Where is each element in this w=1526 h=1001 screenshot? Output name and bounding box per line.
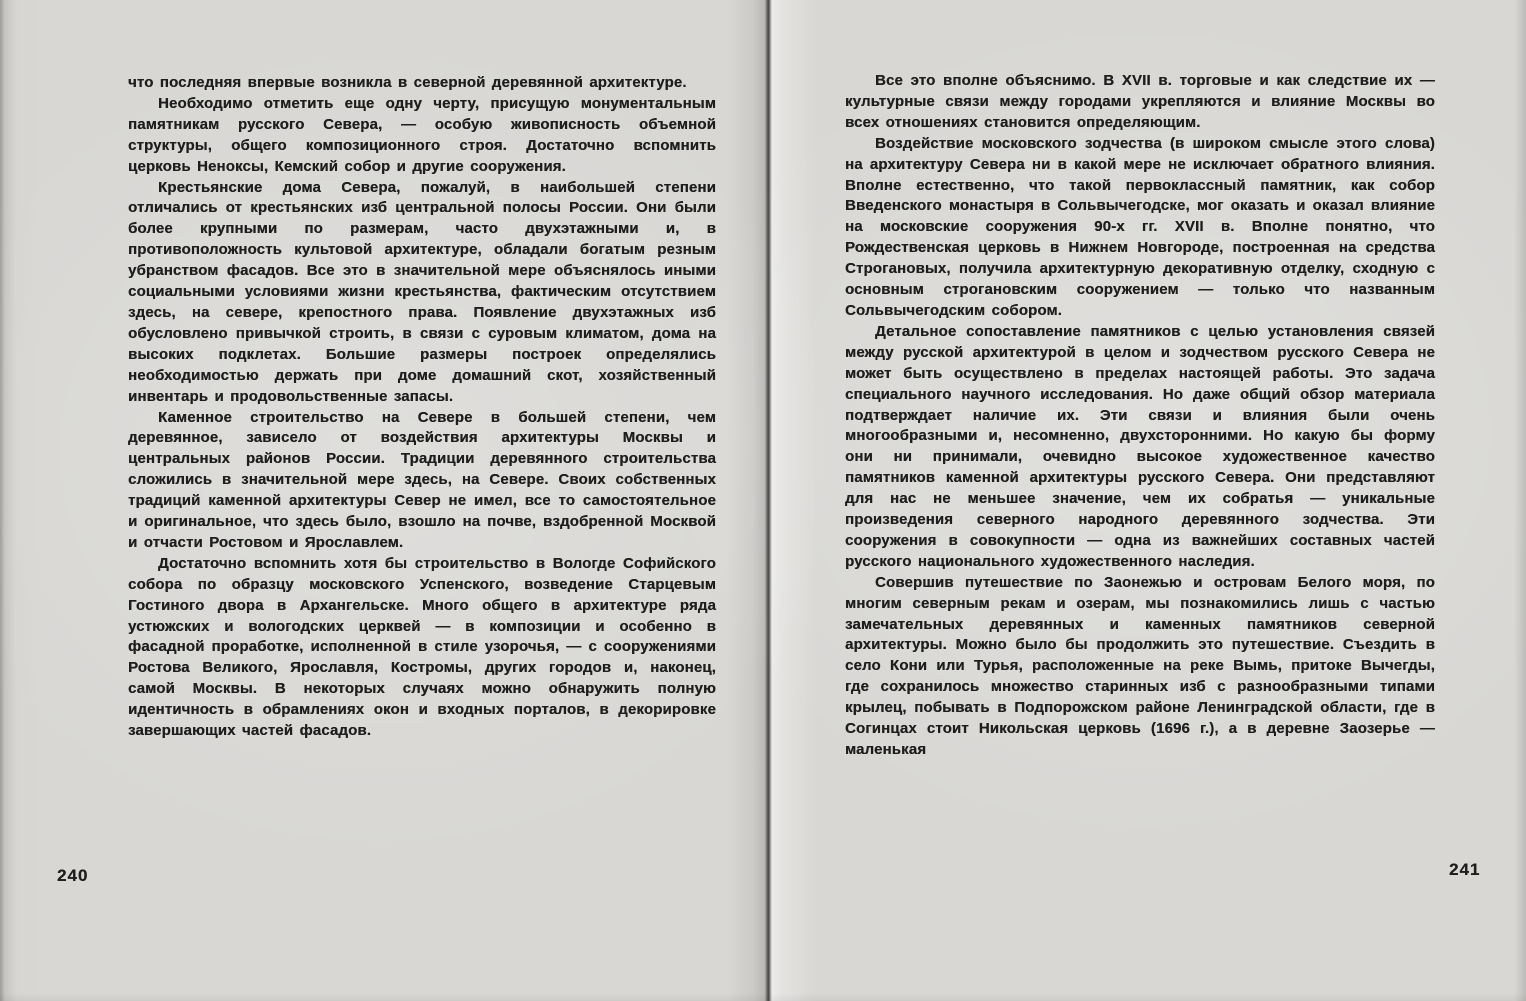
- right-page: [845, 71, 1435, 761]
- paragraph: Крестьянские дома Севера, пожалуй, в наибольшей степени отличались от крестьянских изб центральной полосы России. Они были более крупными по размерам, часто двухэтажными и, в противоположность культовой архитектуре, обладали богатым резным убранством фасадов. Все это в значительной мере объяснялось иными социальными условиями жизни крестьянства, фактическим отсутствием здесь, на севере, крепостного права. Появление двухэтажных изб обусловлено привычкой строить, в связи с суровым климатом, дома на высоких подклетах. Большие размеры построек определялись необходимостью держать при доме домашний скот, хозяйственный инвентарь и продовольственные запасы.: [128, 178, 716, 405]
- paragraph: Совершив путешествие по Заонежью и островам Белого моря, по многим северным рекам и озерам, мы познакомились лишь с частью замечательных деревянных и каменных памятников северной архитектуры. Можно было бы продолжить это путешествие. Съездить в село Кони или Турья, расположенные на реке Вымь, притоке Вычегды, где сохранилось множество старинных изб с разнообразными типами крылец, побывать в Подпорожском районе Ленинградской области, где в Согинцах стоит Никольская церковь (1696 г.), а в деревне Заозерье — маленькая: [845, 573, 1435, 758]
- left-page: [128, 73, 716, 742]
- paragraph: Воздействие московского зодчества (в широком смысле этого слова) на архитектуру Севера ни в какой мере не исключает обратного влияния. Вполне естественно, что такой первоклассный памятник, как собор Введенского монастыря в Сольвычегодске, мог оказать и оказал влияние на московские сооружения 90-х гг. XVII в. Вполне понятно, что Рождественская церковь в Нижнем Новгороде, построенная на средства Строгановых, получила архитектурную декоративную отделку, сходную с основным строгановским сооружением — только что названным Сольвычегодским собором.: [845, 134, 1435, 319]
- book-gutter-fold: [726, 0, 816, 1001]
- paragraph: Все это вполне объяснимо. В XVII в. торговые и как следствие их — культурные связи между городами укрепляются и влияние Москвы во всех отношениях становится определяющим.: [845, 72, 1435, 131]
- page-number-left: 240: [57, 866, 89, 885]
- paragraph: Каменное строительство на Севере в большей степени, чем деревянное, зависело от воздействия архитектуры Москвы и центральных районов России. Традиции деревянного строительства сложились в значительной мере здесь, на Севере. Своих собственных традиций каменной архитектуры Север не имел, все то самостоятельное и оригинальное, что здесь было, взошло на почве, вздобренной Москвой и отчасти Ростовом и Ярославлем.: [128, 408, 716, 551]
- paragraph: Детальное сопоставление памятников с целью установления связей между русской архитектурой в целом и зодчеством русского Севера не может быть осуществлено в пределах настоящей работы. Это задача специального научного исследования. Но даже общий обзор материала подтверждает наличие их. Эти связи и влияния были очень многообразными и, несомненно, двухсторонними. Но какую бы форму они ни принимали, очевидно высокое художественное качество памятников каменной архитектуры русского Севера. Они представляют для нас не меньшее значение, чем их собратья — уникальные произведения северного народного деревянного зодчества. Эти сооружения в совокупности — одна из важнейших составных частей русского национального художественного наследия.: [845, 322, 1435, 570]
- paragraph: Необходимо отметить еще одну черту, присущую монументальным памятникам русского Севера, — особую живописность объемной структуры, общего композиционного строя. Достаточно вспомнить церковь Неноксы, Кемский собор и другие сооружения.: [128, 94, 716, 175]
- page-edge-bottom: [0, 993, 1526, 1001]
- paragraph: Достаточно вспомнить хотя бы строительство в Вологде Софийского собора по образцу московского Успенского, возведение Старцевым Гостиного двора в Архангельске. Много общего в архитектуре ряда устюжских и вологодских церквей — в композиции и особенно в фасадной проработке, исполненной в стиле узорочья, — с сооружениями Ростова Великого, Ярославля, Костромы, других городов и, наконец, самой Москвы. В некоторых случаях можно обнаружить полную идентичность в обрамлениях окон и входных порталов, в декорировке завершающих частей фасадов.: [128, 554, 716, 740]
- page-number-right: 241: [1449, 860, 1481, 879]
- page-edge-right: [1514, 0, 1526, 1001]
- paragraph: что последняя впервые возникла в северной деревянной архитектуре.: [128, 74, 687, 91]
